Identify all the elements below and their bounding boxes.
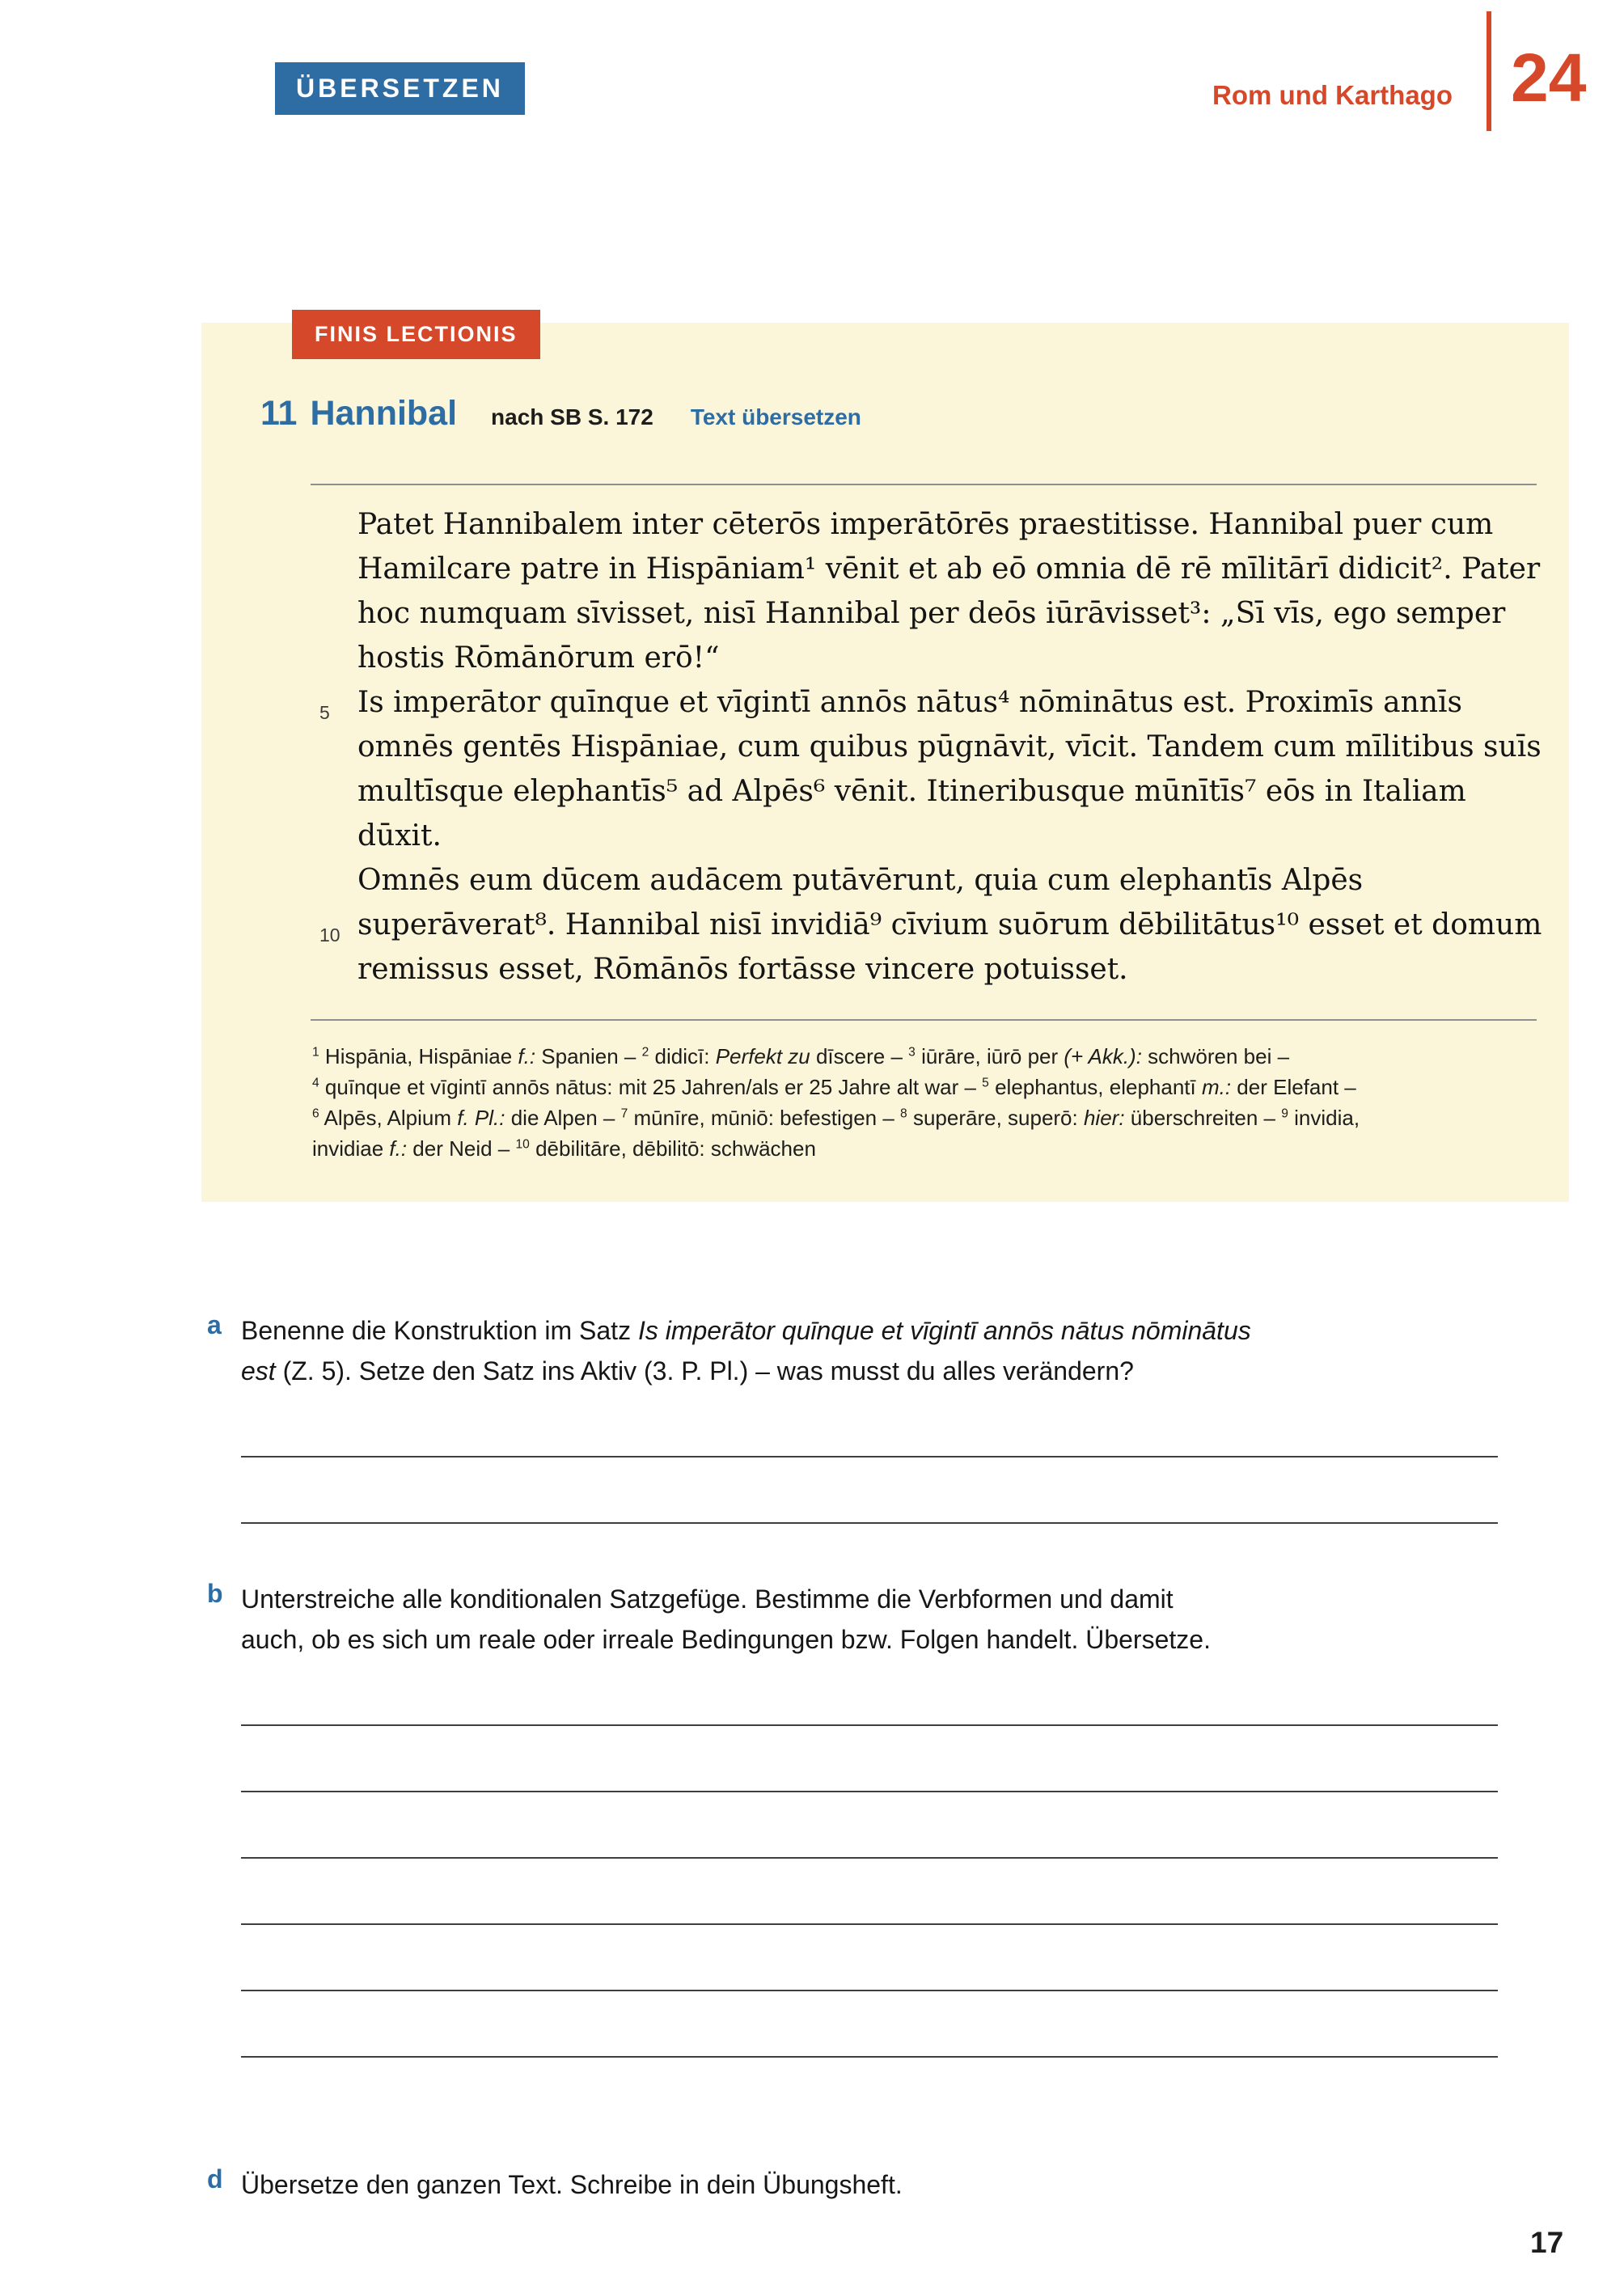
latin-text-line bbox=[357, 858, 1546, 903]
latin-text: Is imperātor quīnque et vīgintī annōs nātus⁴ nōminātus est. Proximīs annīs bbox=[357, 686, 1462, 719]
latin-text-line bbox=[357, 502, 1546, 547]
finis-lectionis-badge: FINIS LECTIONIS bbox=[292, 310, 540, 359]
exercise-number: 11 bbox=[260, 394, 298, 433]
task-letter: a bbox=[207, 1310, 222, 1339]
latin-text-line bbox=[357, 947, 1546, 992]
chapter-number: 24 bbox=[1511, 40, 1587, 116]
latin-text-line bbox=[357, 636, 1546, 680]
task-a bbox=[207, 1310, 1498, 1524]
latin-text: remissus esset, Rōmānōs fortāsse vincere potuisset. bbox=[357, 953, 1128, 986]
latin-text-line bbox=[357, 547, 1546, 591]
text-divider-top bbox=[311, 484, 1537, 485]
answer-writing-line bbox=[241, 1990, 1498, 1991]
verse-line-number: 5 bbox=[319, 702, 330, 723]
exercise-title-row bbox=[260, 394, 861, 434]
task-instruction-text: Benenne die Konstruktion im Satz Is imperātor quīnque et vīgintī annōs nātus nōminātus est (Z. 5). Setze den Satz ins Aktiv (3. P. Pl.) – was musst du alles verändern? bbox=[241, 1316, 1251, 1386]
latin-text: Patet Hannibalem inter cēterōs imperātōrēs praestitisse. Hannibal puer cum bbox=[357, 508, 1494, 541]
footnote-line: $^4$ quīnque et vīgintī annōs nātus: mit 25 Jahren/als er 25 Jahre alt war – $^5$ elephantus, elephantī m.: der Elefant – bbox=[312, 1075, 1356, 1099]
footnote-line: invidiae f.: der Neid – $^{10}$ dēbilitāre, dēbilitō: schwächen bbox=[312, 1136, 816, 1161]
latin-text-line bbox=[319, 680, 1546, 725]
footnote-line: $^6$ Alpēs, Alpium f. Pl.: die Alpen – $^7$ mūnīre, mūniō: befestigen – $^8$ superāre, superō: hier: überschreiten – $^9$ invidia, bbox=[312, 1106, 1360, 1130]
answer-writing-line bbox=[241, 1923, 1498, 1925]
task-instruction-text: Unterstreiche alle konditionalen Satzgefüge. Bestimme die Verbformen und damit auch, ob es sich um reale oder irreale Bedingungen bzw. Folgen handelt. Übersetze. bbox=[241, 1584, 1211, 1654]
task-b bbox=[207, 1579, 1498, 2058]
exercise-instruction: Text übersetzen bbox=[690, 404, 861, 429]
answer-writing-line bbox=[241, 1522, 1498, 1524]
page-number: 17 bbox=[1530, 2226, 1564, 2259]
latin-text-block bbox=[319, 502, 1546, 992]
latin-text: dūxit. bbox=[357, 819, 442, 852]
chapter-divider-line bbox=[1487, 11, 1491, 131]
latin-text: multīsque elephantīs⁵ ad Alpēs⁶ vēnit. Itineribusque mūnītīs⁷ eōs in Italiam bbox=[357, 775, 1466, 808]
answer-writing-line bbox=[241, 1791, 1498, 1792]
latin-text-line bbox=[357, 769, 1546, 814]
latin-text: hoc numquam sīvisset, nisī Hannibal per deōs iūrāvisset³: „Sī vīs, ego semper bbox=[357, 597, 1506, 630]
footnotes-block bbox=[312, 1041, 1537, 1164]
task-instruction-text: Übersetze den ganzen Text. Schreibe in dein Übungsheft. bbox=[241, 2170, 903, 2199]
answer-writing-line bbox=[241, 2056, 1498, 2058]
latin-text: hostis Rōmānōrum erō!“ bbox=[357, 641, 720, 675]
latin-text: Omnēs eum dūcem audācem putāvērunt, quia cum elephantīs Alpēs bbox=[357, 864, 1364, 897]
task-d bbox=[207, 2164, 1498, 2205]
latin-text-line bbox=[319, 903, 1546, 947]
answer-writing-line bbox=[241, 1724, 1498, 1726]
latin-text-line bbox=[357, 725, 1546, 769]
exercise-source: nach SB S. 172 bbox=[491, 404, 653, 429]
latin-text: superāverat⁸. Hannibal nisī invidiā⁹ cīvium suōrum dēbilitātus¹⁰ esset et domum bbox=[357, 908, 1542, 941]
latin-text-line bbox=[357, 814, 1546, 858]
exercise-box bbox=[201, 323, 1569, 1202]
answer-writing-line bbox=[241, 1456, 1498, 1457]
tasks-section bbox=[207, 1310, 1498, 2260]
answer-writing-line bbox=[241, 1857, 1498, 1859]
task-letter: b bbox=[207, 1579, 223, 1608]
chapter-title: Rom und Karthago bbox=[1212, 80, 1453, 110]
footnote-line: $^1$ Hispānia, Hispāniae f.: Spanien – $^2$ didicī: Perfekt zu dīscere – $^3$ iūrāre, iūrō per (+ Akk.): schwören bei – bbox=[312, 1044, 1290, 1068]
exercise-title: Hannibal bbox=[310, 394, 458, 433]
task-letter: d bbox=[207, 2164, 223, 2194]
latin-text-line bbox=[357, 591, 1546, 636]
section-badge: ÜBERSETZEN bbox=[275, 62, 525, 115]
text-divider-bottom bbox=[311, 1019, 1537, 1021]
latin-text: omnēs gentēs Hispāniae, cum quibus pūgnāvit, vīcit. Tandem cum mīlitibus suīs bbox=[357, 730, 1542, 764]
latin-text: Hamilcare patre in Hispāniam¹ vēnit et ab eō omnia dē rē mīlitārī didicit². Pater bbox=[357, 552, 1541, 586]
verse-line-number: 10 bbox=[319, 924, 340, 946]
